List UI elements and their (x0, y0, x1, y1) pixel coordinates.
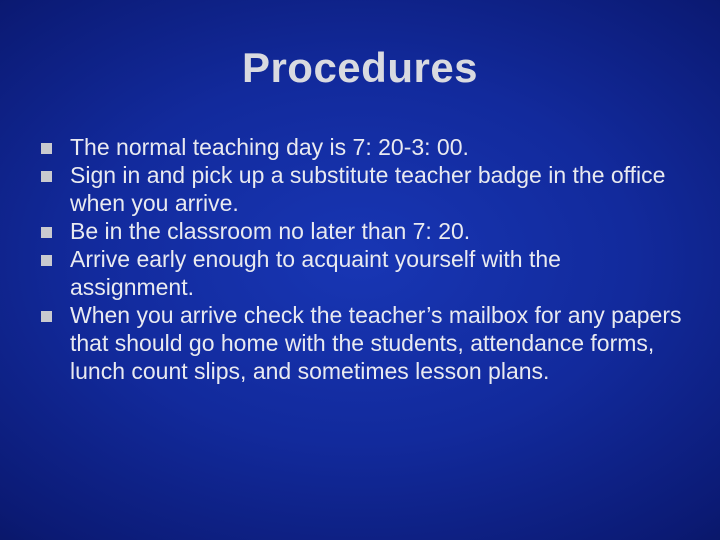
bullet-text: The normal teaching day is 7: 20-3: 00. (70, 134, 469, 160)
square-bullet-icon (41, 311, 52, 322)
bullet-text: Sign in and pick up a substitute teacher badge in the office when you arrive. (70, 162, 666, 216)
slide-title: Procedures (241, 44, 479, 91)
bullet-item (40, 161, 690, 217)
bullet-item (40, 301, 690, 385)
bullet-list (40, 133, 690, 385)
square-bullet-icon (41, 171, 52, 182)
bullet-item (40, 133, 690, 161)
bullet-item (40, 217, 690, 245)
bullet-text: Be in the classroom no later than 7: 20. (70, 218, 471, 244)
square-bullet-icon (41, 227, 52, 238)
square-bullet-icon (41, 143, 52, 154)
bullet-text: Arrive early enough to acquaint yourself with the assignment. (70, 246, 561, 300)
bullet-text: When you arrive check the teacher’s mailbox for any papers that should go home with the students, attendance forms, lunch count slips, and sometimes lesson plans. (70, 302, 682, 384)
bullet-item (40, 245, 690, 301)
square-bullet-icon (41, 255, 52, 266)
